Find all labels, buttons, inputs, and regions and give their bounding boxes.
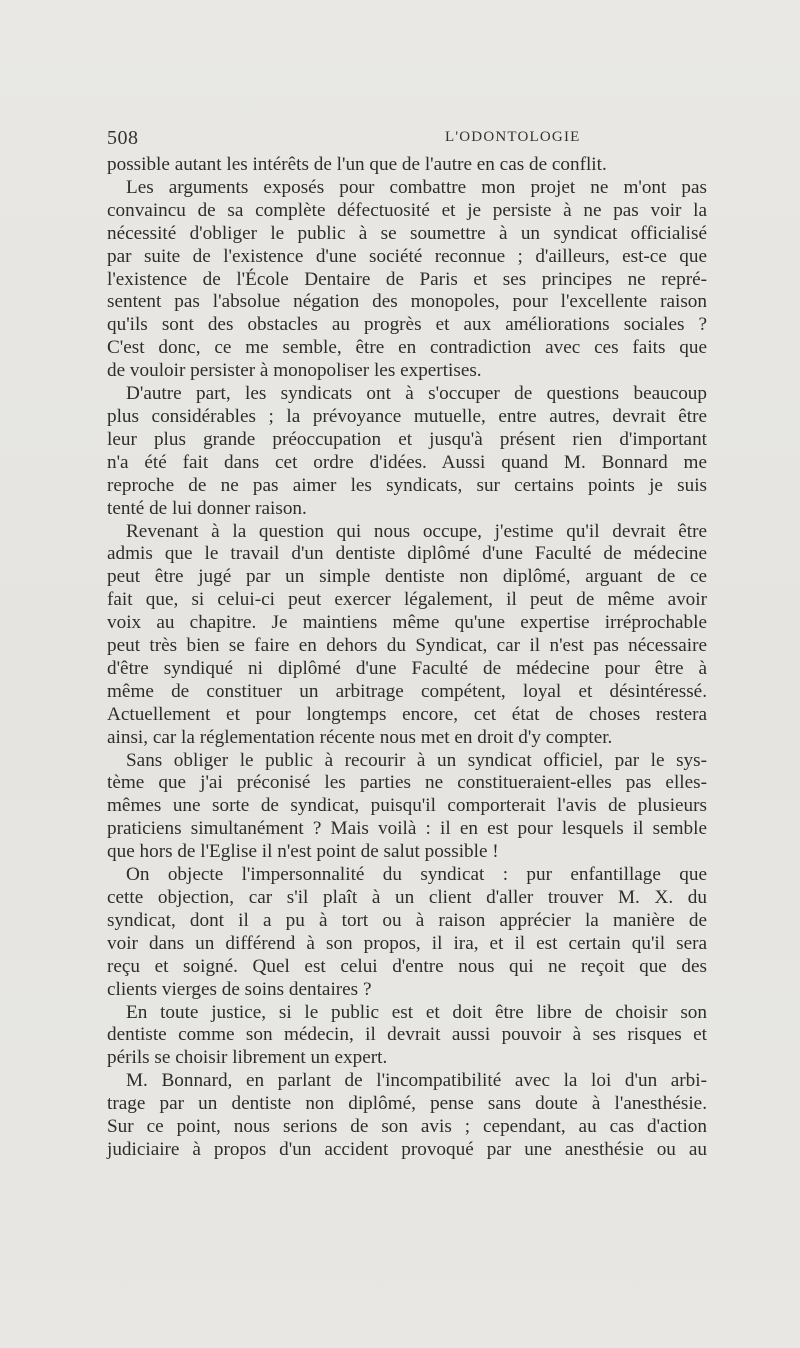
text-line: sentent pas l'absolue négation des monopoles, pour l'excellente raison	[107, 291, 707, 313]
text-line: ainsi, car la réglementation récente nous met en droit d'y compter.	[107, 726, 613, 748]
text-line: Actuellement et pour longtemps encore, cet état de choses restera	[107, 703, 707, 725]
text-line: peut très bien se faire en dehors du Syndicat, car il n'est pas nécessaire	[107, 635, 707, 657]
body-text	[107, 154, 707, 1162]
text-line: fait que, si celui-ci peut exercer légalement, il peut de même avoir	[107, 589, 707, 611]
paragraph-4	[107, 521, 707, 750]
text-line: cette objection, car s'il plaît à un client d'aller trouver M. X. du	[107, 887, 707, 908]
text-line: Revenant à la question qui nous occupe, j'estime qu'il devrait être	[126, 520, 707, 542]
text-line: nécessité d'obliger le public à se soumettre à un syndicat officialisé	[107, 222, 707, 244]
page-header	[107, 127, 707, 155]
paragraph-6	[107, 864, 707, 1001]
text-line: syndicat, dont il a pu à tort ou à raison apprécier la manière de	[107, 909, 707, 931]
text-line: par suite de l'existence d'une société reconnue ; d'ailleurs, est-ce que	[107, 245, 707, 267]
paragraph-1	[107, 154, 707, 177]
text-line: leur plus grande préoccupation et jusqu'à présent rien d'important	[107, 428, 707, 450]
text-line: reçu et soigné. Quel est celui d'entre nous qui ne reçoit que des	[107, 955, 707, 977]
text-line: qu'ils sont des obstacles au progrès et aux améliorations sociales ?	[107, 314, 707, 336]
text-line: En toute justice, si le public est et doit être libre de choisir son	[126, 1001, 707, 1023]
paragraph-5	[107, 750, 707, 865]
paragraph-3	[107, 383, 707, 520]
text-line: convaincu de sa complète défectuosité et je persiste à ne pas voir la	[107, 199, 707, 221]
paragraph-2	[107, 177, 707, 383]
text-line: tenté de lui donner raison.	[107, 497, 307, 519]
text-line: d'être syndiqué ni diplômé d'une Faculté de médecine pour être à	[107, 657, 707, 679]
text-line: mêmes une sorte de syndicat, puisqu'il comporterait l'avis de plusieurs	[107, 795, 707, 817]
text-line: même de constituer un arbitrage compétent, loyal et désintéressé.	[107, 680, 707, 702]
text-line: On objecte l'impersonnalité du syndicat : pur enfantillage que	[126, 864, 707, 886]
text-line: trage par un dentiste non diplômé, pense sans doute à l'anesthésie.	[107, 1093, 707, 1115]
text-line: Sans obliger le public à recourir à un syndicat officiel, par le sys-	[126, 749, 707, 771]
text-line: praticiens simultanément ? Mais voilà : il en est pour lesquels il semble	[107, 818, 707, 840]
text-line: périls se choisir librement un expert.	[107, 1047, 388, 1069]
text-line: reproche de ne pas aimer les syndicats, sur certains points je suis	[107, 474, 707, 496]
text-line: dentiste comme son médecin, il devrait aussi pouvoir à ses risques et	[107, 1024, 707, 1046]
text-line: de vouloir persister à monopoliser les expertises.	[107, 360, 482, 382]
text-line: plus considérables ; la prévoyance mutuelle, entre autres, devrait être	[107, 405, 707, 427]
text-line: peut être jugé par un simple dentiste non diplômé, arguant de ce	[107, 566, 707, 588]
text-line: judiciaire à propos d'un accident provoqué par une anesthésie ou au	[107, 1138, 707, 1160]
text-line: possible autant les intérêts de l'un que de l'autre en cas de conflit.	[107, 154, 607, 175]
text-line: Les arguments exposés pour combattre mon projet ne m'ont pas	[126, 176, 707, 198]
text-line: que hors de l'Eglise il n'est point de salut possible !	[107, 841, 499, 863]
paragraph-8	[107, 1070, 707, 1162]
text-line: voix au chapitre. Je maintiens même qu'une expertise irréprochable	[107, 612, 707, 634]
text-line: D'autre part, les syndicats ont à s'occuper de questions beaucoup	[126, 383, 707, 405]
paragraph-7	[107, 1002, 707, 1071]
text-line: clients vierges de soins dentaires ?	[107, 978, 372, 1000]
text-line: C'est donc, ce me semble, être en contradiction avec ces faits que	[107, 337, 707, 359]
text-line: n'a été fait dans cet ordre d'idées. Aussi quand M. Bonnard me	[107, 451, 707, 473]
text-line: voir dans un différend à son propos, il ira, et il est certain qu'il sera	[107, 932, 707, 954]
text-line: tème que j'ai préconisé les parties ne constitueraient-elles pas elles-	[107, 772, 707, 794]
text-line: M. Bonnard, en parlant de l'incompatibilité avec la loi d'un arbi-	[126, 1070, 707, 1092]
text-line: Sur ce point, nous serions de son avis ; cependant, au cas d'action	[107, 1116, 707, 1138]
text-line: l'existence de l'École Dentaire de Paris et ses principes ne repré-	[107, 268, 707, 290]
page-number: 508	[107, 127, 139, 149]
running-title: L'ODONTOLOGIE	[445, 129, 581, 145]
text-line: admis que le travail d'un dentiste diplômé d'une Faculté de médecine	[107, 543, 707, 565]
